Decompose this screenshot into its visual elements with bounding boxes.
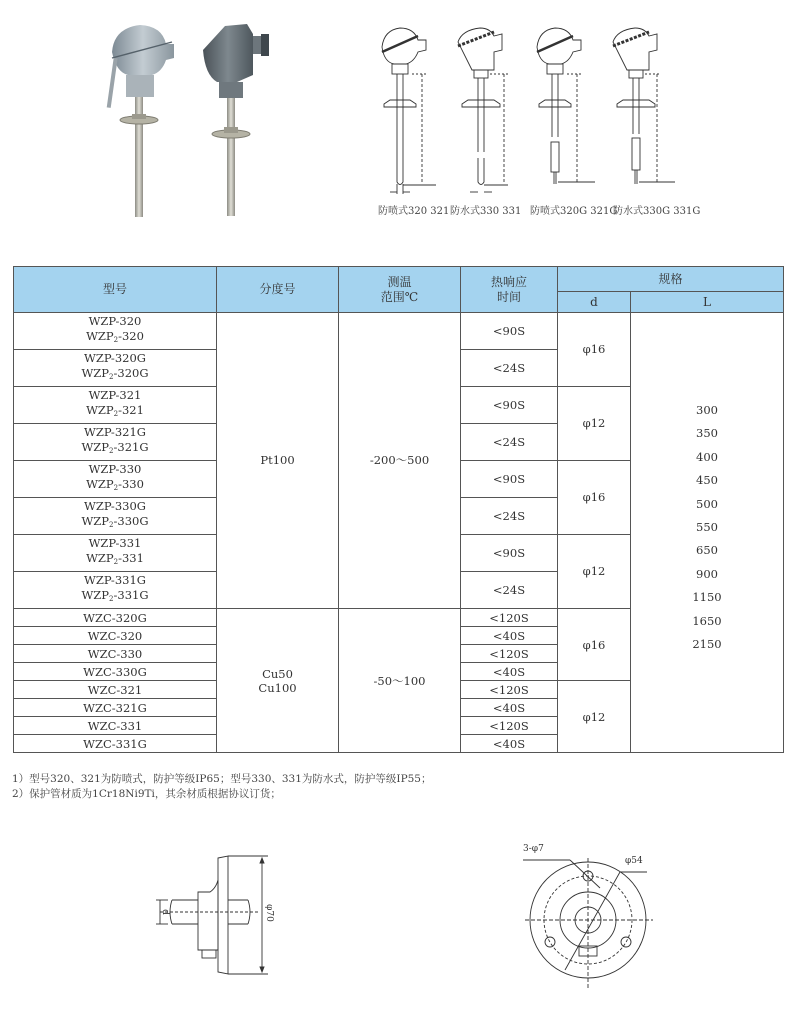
- flange-d-label: d: [159, 909, 170, 915]
- header-L: L: [631, 292, 784, 313]
- product-photo-square-head: [195, 20, 275, 220]
- drawing-label-330-331: 防水式330 331: [450, 206, 522, 217]
- L-value: 900: [696, 566, 718, 581]
- range-cell-cu: -50～100: [339, 609, 461, 753]
- response-cell: <90S: [461, 535, 558, 572]
- model-cell: WZP-320 $WZP_2-320$: [14, 313, 217, 350]
- L-value: 650: [696, 543, 718, 558]
- spec-table: [13, 266, 784, 753]
- model-cell: WZP-331 $WZP_2-331$: [14, 535, 217, 572]
- header-d: d: [558, 292, 631, 313]
- L-value: 450: [696, 473, 718, 488]
- pcd-label: φ54: [625, 856, 643, 866]
- d-cell: φ12: [558, 681, 631, 753]
- response-cell: <40S: [461, 627, 558, 645]
- d-cell: φ12: [558, 535, 631, 609]
- response-cell: <24S: [461, 572, 558, 609]
- dimension-drawings: [370, 22, 701, 217]
- model-cell: WZP-321G $WZP_2-321G$: [14, 424, 217, 461]
- model-cell: WZC-321G: [14, 699, 217, 717]
- model-cell: WZP-331G $WZP_2-331G$: [14, 572, 217, 609]
- model-cell: WZC-331: [14, 717, 217, 735]
- response-cell: <24S: [461, 424, 558, 461]
- d-cell: φ12: [558, 387, 631, 461]
- drawing-label-330G-331G: 防水式330G 331G: [613, 206, 701, 217]
- model-cell: WZC-330: [14, 645, 217, 663]
- model-cell: WZC-321: [14, 681, 217, 699]
- response-cell: <120S: [461, 645, 558, 663]
- header-response: 热响应 时间: [461, 267, 558, 313]
- header-graduation: 分度号: [217, 267, 339, 313]
- note-1: 1）型号320、321为防喷式，防护等级IP65；型号330、331为防水式，防护等级IP55；: [12, 773, 432, 785]
- L-value: 500: [696, 496, 718, 511]
- L-value: 1650: [692, 613, 722, 628]
- model-cell: WZC-331G: [14, 735, 217, 753]
- d-cell: φ16: [558, 609, 631, 681]
- drawing-label-320-321: 防喷式320 321: [378, 206, 450, 217]
- range-cell-pt: -200～500: [339, 313, 461, 609]
- L-value: 1150: [692, 590, 722, 605]
- model-cell: WZC-330G: [14, 663, 217, 681]
- drawing-320G-321G: [537, 28, 595, 184]
- header-model: 型号: [14, 267, 217, 313]
- response-cell: <40S: [461, 699, 558, 717]
- L-value: 400: [696, 449, 718, 464]
- model-cell: WZP-320G $WZP_2-320G$: [14, 350, 217, 387]
- notes: [12, 772, 432, 802]
- d-cell: φ16: [558, 313, 631, 387]
- holes-label: 3-φ7: [523, 844, 544, 854]
- product-photo-round-head: [100, 20, 180, 220]
- L-values-cell: [631, 313, 784, 753]
- graduation-cell-pt100: Pt100: [217, 313, 339, 609]
- drawing-330G-331G: [613, 28, 675, 184]
- model-cell: WZP-330 $WZP_2-330$: [14, 461, 217, 498]
- header-range: 测温 范围℃: [339, 267, 461, 313]
- response-cell: <120S: [461, 681, 558, 699]
- flange-face-drawing: [515, 840, 665, 994]
- L-value: 300: [696, 403, 718, 417]
- response-cell: <90S: [461, 387, 558, 424]
- response-cell: <40S: [461, 735, 558, 753]
- response-cell: <90S: [461, 461, 558, 498]
- flange-side-drawing: [150, 850, 280, 994]
- graduation-cell-cu: Cu50 Cu100: [217, 609, 339, 753]
- d-cell: φ16: [558, 461, 631, 535]
- response-cell: <120S: [461, 717, 558, 735]
- drawing-label-320G-321G: 防喷式320G 321G: [530, 206, 618, 217]
- L-value: 350: [696, 426, 718, 441]
- model-cell: WZC-320G: [14, 609, 217, 627]
- L-value: 550: [696, 519, 718, 534]
- flange-diameter-label: φ70: [263, 904, 274, 922]
- model-cell: WZP-321 $WZP_2-321$: [14, 387, 217, 424]
- response-cell: <120S: [461, 609, 558, 627]
- response-cell: <40S: [461, 663, 558, 681]
- L-value: 2150: [692, 636, 722, 651]
- header-spec: 规格: [558, 267, 784, 292]
- drawing-330-331: [458, 28, 508, 192]
- response-cell: <90S: [461, 313, 558, 350]
- table-row: [14, 313, 784, 350]
- response-cell: <24S: [461, 350, 558, 387]
- drawing-320-321: [382, 28, 436, 194]
- response-cell: <24S: [461, 498, 558, 535]
- note-2: 2）保护管材质为1Cr18Ni9Ti，其余材质根据协议订货；: [12, 788, 281, 800]
- model-cell: WZC-320: [14, 627, 217, 645]
- model-cell: WZP-330G $WZP_2-330G$: [14, 498, 217, 535]
